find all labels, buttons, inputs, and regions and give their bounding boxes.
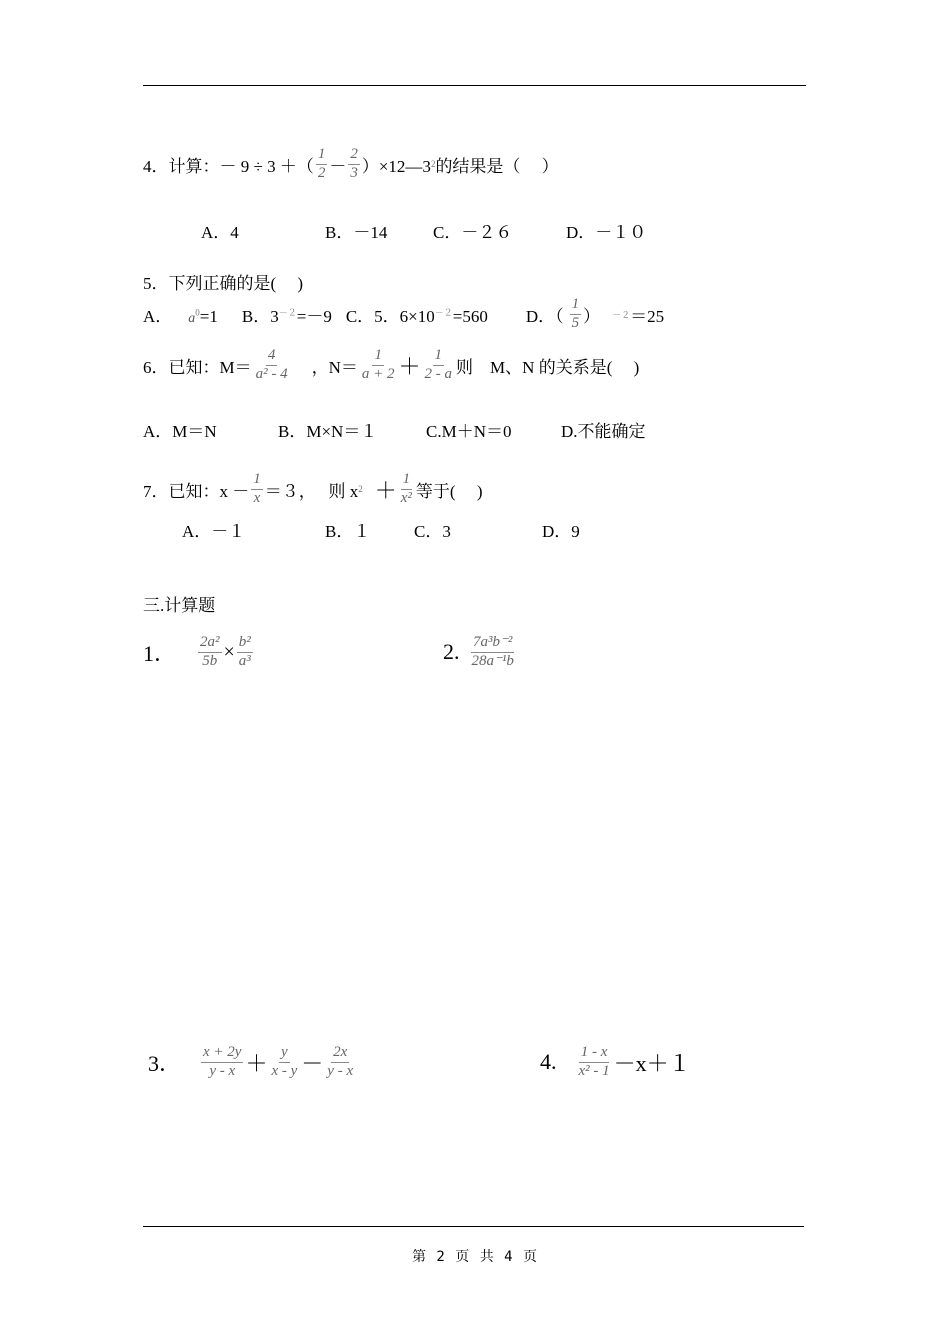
problem-1 [143,628,255,676]
p4-tail: －x＋１ [613,1050,691,1076]
question-7-stem [143,468,483,510]
question-6-stem [143,343,639,387]
footer-rule [143,1226,804,1227]
q6-fraction-m: $\frac{4}{\text{a² - 4}}$ [255,346,288,382]
q7-superscript: 2 [358,484,363,494]
question-5-stem: 5．下列正确的是( ) [143,274,304,293]
q4-tail: 的结果是（ ） [435,156,559,176]
q7-option-d: D．9 [542,522,580,541]
q6-plus: ＋ [398,353,421,379]
q6-option-a: A．M＝N [143,422,217,441]
p2-label: 2. [443,639,460,664]
q7-option-c: C．3 [414,522,451,541]
q5-option-b: B．$3^{-2}=-9$ [241,306,332,326]
q5-option-a: A． $a^0=1$ [143,306,218,326]
q4-option-a: A．4 [201,223,239,242]
p1-times: × [223,640,235,663]
q7-fraction-1: $\frac{1}{x}$ [253,470,261,506]
q6-prefix: 6．已知：M＝ [143,357,252,377]
q4-minus: － [329,156,347,176]
q7-plus: ＋ [374,477,397,503]
q5-options-row [143,294,664,334]
q4-option-b: B．－14 [325,223,388,242]
header-rule [143,85,806,86]
p1-fraction-b: $\frac{\text{b²}}{\text{a³}}$ [238,633,251,669]
p3-label: 3． [148,1050,182,1076]
q7-option-b: B．１ [325,522,371,541]
p4-label: 4. [540,1049,557,1074]
q6-fraction-n2: $\frac{1}{2 - a}$ [424,346,453,382]
q7-fraction-2: $\frac{1}{\text{x²}}$ [400,470,412,506]
q4-prefix: 4．计算：－ 9 ÷ 3 ＋（ [143,156,314,176]
q7-mid: ＝３， 则 x [264,481,359,501]
q6-option-d: D.不能确定 [561,422,646,441]
problem-2 [443,628,518,676]
q7-option-a: A．－１ [182,522,246,541]
p3-fraction-1: $\frac{x + 2y}{y - x}$ [203,1043,242,1079]
q4-fraction-1: $\frac{1}{2}$ [317,145,326,181]
q6-tail: 则 M、N 的关系是( ) [456,357,640,377]
q6-option-b: B．M×N＝１ [278,422,378,441]
p4-fraction: $\frac{1 - x}{\text{x² - 1}}$ [578,1043,610,1079]
problem-3 [148,1038,357,1086]
q6-mid: ，N＝ [311,357,358,377]
q4-option-d: D．－１０ [566,223,647,242]
question-4-stem [143,144,559,184]
q4-option-c: C．－２６ [433,223,513,242]
page-footer: 第 2 页 共 4 页 [412,1249,539,1265]
q4-suffix: ）×12—3 [361,156,431,176]
p3-fraction-3: $\frac{2x}{y - x}$ [327,1043,354,1079]
p3-fraction-2: $\frac{y}{x - y}$ [271,1043,298,1079]
q4-fraction-2: $\frac{2}{3}$ [350,145,358,181]
q6-fraction-n1: $\frac{1}{a + 2}$ [361,346,395,382]
q7-prefix: 7．已知：x － [143,481,250,501]
section-3-title: 三.计算题 [143,596,216,615]
p3-minus: － [301,1050,324,1076]
q4-superscript: 2 [430,159,436,169]
p1-label: 1． [143,640,177,666]
p2-fraction: $\frac{\text{7a³b⁻²}}{\text{28a⁻¹b}}$ [471,633,514,669]
q7-tail: 等于( ) [415,481,483,501]
q6-option-c: C.M＋N＝0 [426,422,512,441]
p3-plus: ＋ [245,1050,268,1076]
p1-fraction-a: $\frac{\text{2a²}}{5b}$ [200,633,220,669]
problem-4 [540,1038,691,1086]
q5-option-d: D．（ $\frac{1}{5}$ ） －２ ＝25 [525,295,665,331]
q5-option-c: C．5．$6\times 10^{-2}=560$ [345,306,488,326]
